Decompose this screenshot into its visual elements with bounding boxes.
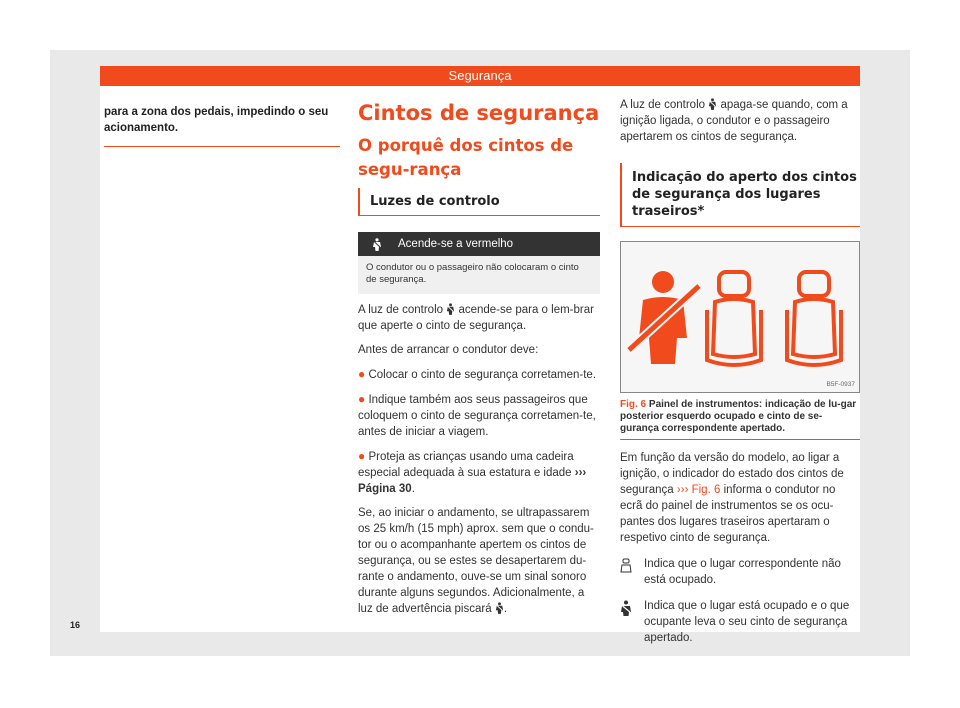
section-heading-rear-belts: Indicação do aperto dos cintos de segurança dos lugares traseiros*	[620, 163, 860, 227]
main-heading: Cintos de segurança	[358, 101, 600, 125]
legend-item-empty	[620, 556, 860, 588]
figure-caption	[620, 399, 860, 440]
legend-item-belted	[620, 598, 860, 646]
figure-label: Fig. 6	[620, 399, 647, 410]
column-middle	[358, 100, 600, 617]
figure-reference-link[interactable]: ››› Fig. 6	[676, 484, 721, 496]
seat-outline-icon	[707, 272, 761, 365]
section-header: Segurança	[100, 66, 860, 86]
text: informa o condutor no ecrã do painel de instrumentos se os ocu-pantes dos lugares traseiros apertaram o respetivo cinto de segurança.	[620, 484, 836, 544]
figure-code: B5F-0937	[826, 381, 855, 388]
text: Em função da versão do modelo, ao ligar a ignição, o indicador do estado dos cintos de segurança	[620, 452, 844, 496]
seat-outline-icon	[787, 272, 841, 365]
figure-rear-seat-indicator	[620, 241, 860, 393]
warning-label: Acende-se a vermelho	[398, 238, 514, 250]
paragraph-warning-sound: Se, ao iniciar o andamento, se ultrapassarem os 25 km/h (15 mph) aprox. sem que o condu-tor ou o acompanhante apertem os cintos de segurança, ou se estes se desapertarem du-rante o andamento, ouve-se um sinal sonoro durante alguns segundos. Adicionalmente, a luz de advertência piscará .	[358, 507, 594, 615]
text: Se, ao iniciar o andamento, se ultrapassarem os 25 km/h (15 mph) aprox. sem que o condu-tor ou o acompanhante apertem os cintos de segurança, ou se estes se desapertarem du-rante o andamento, ouve-se um sinal sonoro durante alguns segundos. Adicionalmente, a luz de advertência piscará	[358, 507, 594, 615]
text: A luz de controlo	[620, 99, 706, 111]
belted-seat-icon	[620, 598, 644, 646]
paragraph-control-light	[358, 302, 600, 334]
sub-heading: O porquê dos cintos de segu-rança	[358, 136, 574, 179]
text: A luz de controlo	[358, 304, 444, 316]
bullet-item: ● Proteja as crianças usando uma cadeira especial adequada à sua estatura e idade ››› Página 30.	[358, 449, 587, 495]
rear-seat-status-illustration	[621, 242, 859, 392]
text: acende-se para o lem-brar que aperte o cinto de segurança.	[358, 304, 594, 332]
column-right	[620, 97, 860, 646]
warning-header	[358, 232, 600, 256]
caption-text: Painel de instrumentos: indicação de lu-gar posterior esquerdo ocupado e cinto de se-gurança correspondente apertado.	[620, 399, 857, 434]
text: Proteja as crianças usando uma cadeira especial adequada à sua estatura e idade	[358, 451, 574, 479]
empty-seat-icon	[620, 556, 644, 588]
section-heading-luzes: Luzes de controlo	[358, 188, 600, 216]
seatbelt-icon	[495, 602, 504, 614]
paragraph-light-off	[620, 97, 860, 145]
bullet-icon: ●	[358, 367, 366, 381]
page-number: 16	[70, 620, 81, 630]
intro-text: para a zona dos pedais, impedindo o seu acionamento.	[104, 104, 340, 147]
legend-text: Indica que o lugar está ocupado e o que ocupante leva o seu cinto de segurança apertado.	[644, 600, 850, 644]
text: Colocar o cinto de segurança corretamen-te.	[368, 369, 597, 381]
bullet-item	[358, 366, 600, 383]
paragraph-indicator-info	[620, 450, 860, 546]
seatbelt-icon	[372, 238, 382, 251]
seatbelt-icon	[708, 98, 717, 110]
text: apaga-se quando, com a ignição ligada, o condutor e o passageiro apertarem os cintos de segurança.	[620, 99, 848, 143]
paragraph-before-driving: Antes de arrancar o condutor deve:	[358, 344, 539, 356]
legend-text: Indica que o lugar correspondente não está ocupado.	[644, 558, 841, 586]
warning-text: O condutor ou o passageiro não colocaram o cinto de segurança.	[358, 256, 600, 294]
bullet-icon: ●	[358, 449, 366, 463]
bullet-icon: ●	[358, 392, 366, 406]
column-left	[104, 104, 340, 147]
bullet-item	[358, 391, 600, 440]
text: Indique também aos seus passageiros que coloquem o cinto de segurança corretamen-te, antes de iniciar a viagem.	[358, 394, 596, 438]
page-reference-link[interactable]: ››› Página 30	[358, 467, 587, 495]
seatbelt-icon	[446, 303, 455, 315]
